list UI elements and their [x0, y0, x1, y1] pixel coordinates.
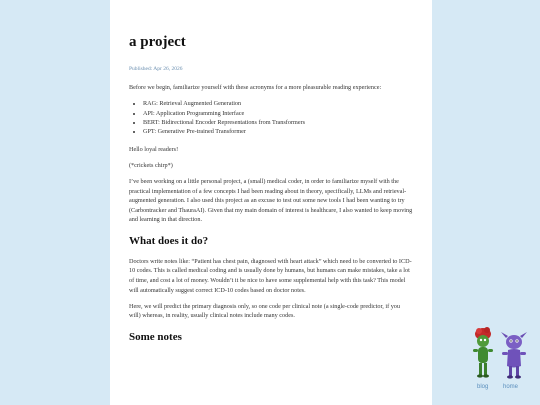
list-item: • BERT: Bidirectional Encoder Representations from Transformers	[143, 118, 413, 127]
intro-paragraph: Before we begin, familiarize yourself with these acronyms for a more pleasurable reading experience:	[129, 84, 382, 91]
list-item: • GPT: Generative Pre-trained Transformer	[143, 127, 413, 136]
article-content	[110, 0, 432, 343]
doctors-paragraph: Doctors write notes like: “Patient has chest pain, diagnosed with heart attack” which need to be converted to ICD-10 codes. This is called medical coding and is usually done by humans, but humans can make mistakes, take a lot of time, and cost a lot of money. Wouldn’t it be nice to have some supplemental help with this task? This model will automatically suggest correct ICD-10 codes based on doctor notes.	[129, 257, 412, 294]
section-heading-notes: Some notes	[129, 330, 182, 343]
home-link[interactable]: home	[503, 384, 519, 390]
acronym-list	[129, 99, 413, 137]
hello-paragraph: Hello loyal readers!	[129, 145, 179, 153]
list-item: • RAG: Retrieval Augmented Generation	[143, 99, 413, 108]
page-title: a project	[129, 34, 186, 50]
predict-paragraph: Here, we will predict the primary diagnosis only, so one code per clinical note (a single-code predictor, if you will) whereas, in reality, usually clinical notes include many codes.	[129, 302, 400, 320]
blog-link[interactable]: blog	[477, 384, 489, 390]
article-page	[110, 0, 432, 405]
section-heading-what: What does it do?	[129, 234, 209, 247]
crickets-paragraph: (*crickets chirp*)	[129, 161, 173, 169]
list-item: • API: Application Programming Interface	[143, 109, 413, 118]
published-date: Published: Apr 26, 2026	[129, 66, 183, 72]
project-paragraph: I’ve been working on a little personal project, a (small) medical coder, in order to familiarize myself with the practical implementation of a few concepts I had been reading about in theory, specifically, LLMs and retrieval-augmented generation. I also used this project as an excuse to test out some new tools I had been wanting to try (Carbontracker and ThauraAI). Given that my main domain of interest is healthcare, I also wanted to keep moving and learning in that direction.	[129, 177, 413, 224]
